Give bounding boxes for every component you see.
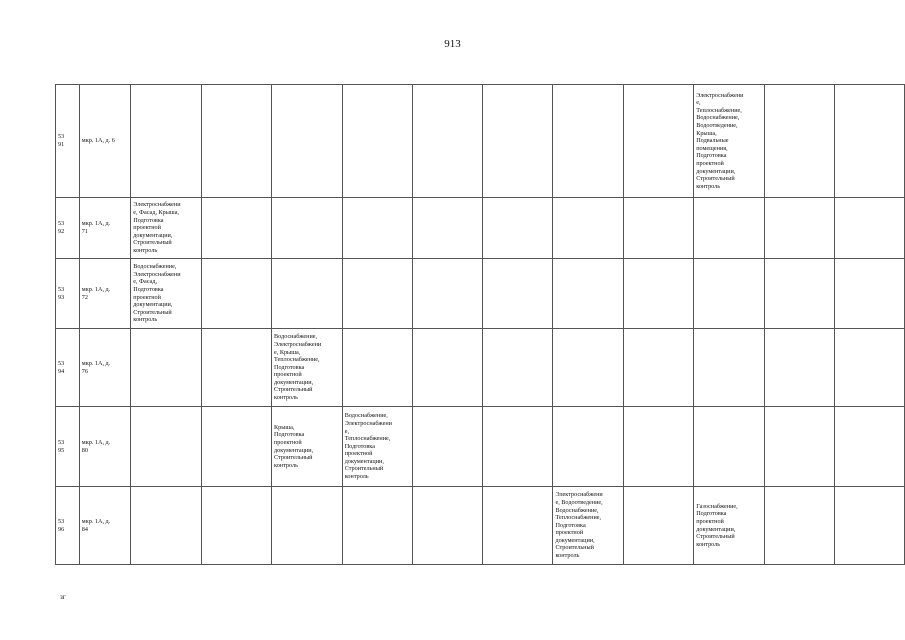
work-cell [201, 407, 271, 487]
work-cell [694, 407, 765, 487]
work-cell [694, 198, 765, 259]
table-row [56, 329, 905, 407]
work-cell [201, 259, 271, 329]
work-cell [131, 198, 202, 259]
work-cell [413, 407, 483, 487]
work-list-text: Крыша, Подготовка проектной документации, Строительный контроль [274, 423, 314, 469]
work-cell [413, 85, 483, 198]
address-cell: мкр. 1А, д. 71 [81, 220, 111, 235]
row-number: 53 91 [58, 133, 65, 148]
work-cell [201, 487, 271, 565]
work-cell [834, 407, 904, 487]
address-cell: мкр. 1А, д. 84 [81, 517, 111, 533]
work-cell [834, 259, 904, 329]
work-cell [624, 198, 694, 259]
work-cell [483, 329, 553, 407]
work-cell [764, 198, 834, 259]
work-cell [834, 198, 904, 259]
work-cell [272, 329, 343, 407]
work-cell [272, 407, 343, 487]
work-cell [834, 329, 904, 407]
work-cell [694, 85, 765, 198]
work-cell [834, 85, 904, 198]
work-list-text: Электроснабжени е, Фасад, Крыша, Подготовка проектной документации, Строительный контроль [133, 201, 181, 254]
work-cell [342, 407, 413, 487]
work-cell [342, 198, 413, 259]
work-cell [272, 198, 343, 259]
row-number: 53 94 [58, 359, 65, 375]
table-row [56, 85, 905, 198]
work-cell [764, 487, 834, 565]
work-cell [413, 198, 483, 259]
work-cell [131, 259, 202, 329]
work-list-text: Газоснабжение, Подготовка проектной документации, Строительный контроль [696, 502, 738, 548]
work-cell [624, 407, 694, 487]
address-cell: мкр. 1А, д. 72 [81, 285, 111, 301]
work-cell [553, 198, 624, 259]
work-cell [764, 85, 834, 198]
work-cell [483, 407, 553, 487]
work-cell [413, 259, 483, 329]
footer-code: зг [60, 593, 66, 601]
work-cell [272, 487, 343, 565]
work-cell [553, 85, 624, 198]
table-row [56, 407, 905, 487]
work-cell [413, 329, 483, 407]
work-cell [553, 407, 624, 487]
table-row [56, 259, 905, 329]
work-cell [201, 85, 271, 198]
page-number: 913 [444, 38, 461, 50]
address-cell: мкр. 1А, д. 6 [81, 137, 115, 145]
work-cell [553, 487, 624, 565]
work-list-text: Электроснабжени е, Водоотведение, Водоснабжение, Теплоснабжение, Подготовка проектной документации, Строительный контроль [555, 491, 603, 560]
work-cell [201, 329, 271, 407]
work-cell [342, 487, 413, 565]
work-list-text: Водоснабжение, Электроснабжени е, Теплоснабжение, Подготовка проектной документации, Строительный контроль [344, 412, 392, 481]
work-cell [131, 407, 202, 487]
row-number: 53 95 [58, 438, 65, 454]
work-cell [342, 329, 413, 407]
work-cell [483, 85, 553, 198]
table-row [56, 487, 905, 565]
row-number: 53 96 [58, 517, 65, 533]
work-cell [272, 259, 343, 329]
work-cell [131, 85, 202, 198]
work-list-text: Водоснабжение, Электроснабжени е, Крыша, Теплоснабжение, Подготовка проектной документации, Строительный контроль [274, 333, 322, 402]
address-cell: мкр. 1А, д. 76 [81, 359, 111, 375]
work-cell [413, 487, 483, 565]
work-cell [694, 487, 765, 565]
work-cell [131, 329, 202, 407]
work-cell [764, 259, 834, 329]
work-list-text: Водоснабжение, Электроснабжени е, Фасад, Подготовка проектной документации, Строительный контроль [133, 263, 181, 324]
work-cell [764, 407, 834, 487]
work-cell [131, 487, 202, 565]
work-cell [624, 259, 694, 329]
work-cell [483, 198, 553, 259]
work-cell [553, 259, 624, 329]
work-cell [834, 487, 904, 565]
work-cell [483, 259, 553, 329]
work-cell [624, 487, 694, 565]
row-number: 53 93 [58, 285, 65, 301]
work-cell [342, 259, 413, 329]
table-row [56, 198, 905, 259]
work-cell [694, 259, 765, 329]
work-cell [201, 198, 271, 259]
work-schedule-table [55, 84, 905, 565]
work-cell [483, 487, 553, 565]
work-cell [342, 85, 413, 198]
work-cell [694, 329, 765, 407]
work-cell [624, 329, 694, 407]
row-number: 53 92 [58, 220, 65, 235]
work-cell [624, 85, 694, 198]
work-cell [764, 329, 834, 407]
address-cell: мкр. 1А, д. 80 [81, 438, 111, 454]
work-cell [272, 85, 343, 198]
work-cell [553, 329, 624, 407]
work-list-text: Электроснабжени е, Теплоснабжение, Водоснабжение, Водоотведение, Крыша, Подвальные помещения, Подготовка проектной документации, Строительный контроль [696, 91, 744, 190]
